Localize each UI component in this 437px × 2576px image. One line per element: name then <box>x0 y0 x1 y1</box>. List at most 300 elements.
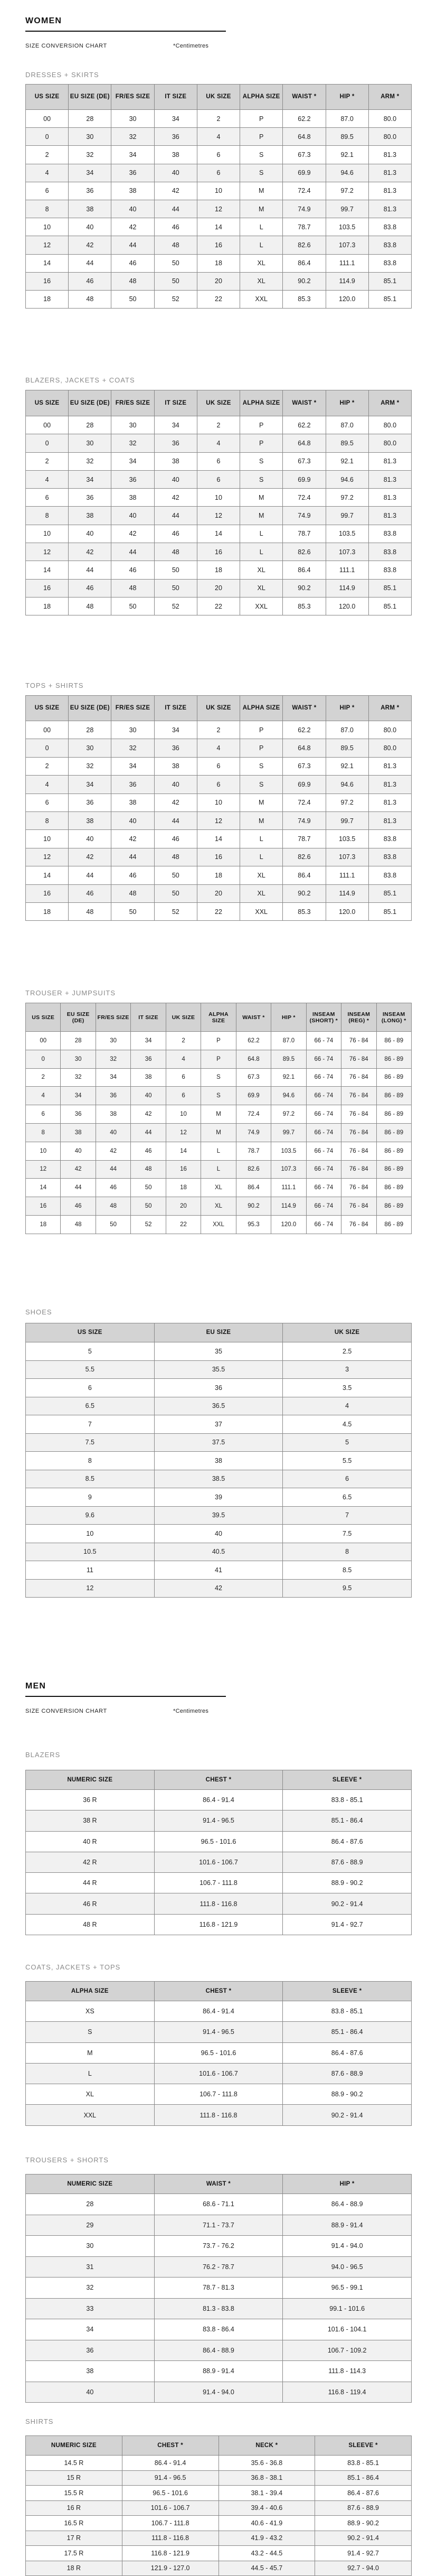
table-cell: 64.8 <box>283 434 326 452</box>
table-cell: 38 <box>69 200 111 218</box>
table-cell: 14 <box>26 1179 61 1197</box>
table-cell: P <box>240 721 283 739</box>
table-cell: 44 <box>69 254 111 272</box>
table-cell: 2 <box>197 416 240 434</box>
table-cell: 11 <box>26 1561 155 1580</box>
table-cell: 42 R <box>26 1852 155 1872</box>
table-cell: 17 R <box>26 2531 122 2546</box>
column-header: UK SIZE <box>197 85 240 110</box>
table-row <box>26 866 412 884</box>
table-cell: M <box>26 2042 155 2063</box>
table-cell: 76 - 84 <box>341 1032 376 1050</box>
table-cell: 41 <box>154 1561 283 1580</box>
table-cell: 6 <box>197 776 240 794</box>
table-cell: S <box>26 2022 155 2042</box>
table-cell: 69.9 <box>236 1087 271 1105</box>
table-cell: 34 <box>111 146 154 164</box>
table-row <box>26 1561 412 1580</box>
table-cell: 8.5 <box>26 1470 155 1488</box>
table-cell: P <box>201 1050 236 1068</box>
table-cell: 7.5 <box>26 1433 155 1452</box>
table-cell: 91.4 - 94.0 <box>154 2382 283 2403</box>
table-cell: 38 <box>154 146 197 164</box>
table-cell: 10 <box>197 489 240 507</box>
table-row <box>26 1360 412 1379</box>
shoes-table <box>25 1323 412 1598</box>
table-cell: XXL <box>240 597 283 615</box>
table-row <box>26 2470 412 2486</box>
table-cell: 37.5 <box>154 1433 283 1452</box>
column-header: WAIST * <box>283 85 326 110</box>
table-cell: 66 - 74 <box>306 1050 341 1068</box>
column-header: WAIST * <box>283 390 326 416</box>
table-cell: 74.9 <box>283 507 326 525</box>
table-row <box>26 146 412 164</box>
table-cell: 95.3 <box>236 1215 271 1234</box>
table-cell: 32 <box>111 128 154 146</box>
table-cell: 6 <box>26 794 69 811</box>
table-cell: M <box>201 1123 236 1142</box>
table-cell: XL <box>201 1179 236 1197</box>
column-header: CHEST * <box>122 2436 218 2456</box>
table-row <box>26 1397 412 1415</box>
table-cell: 111.8 - 116.8 <box>154 2105 283 2125</box>
table-cell: L <box>240 848 283 866</box>
column-header: WAIST * <box>236 1003 271 1032</box>
table-cell: 44 <box>111 236 154 254</box>
table-cell: 0 <box>26 434 69 452</box>
column-header: ARM * <box>368 85 411 110</box>
table-cell: XL <box>240 866 283 884</box>
header-row <box>26 1982 412 2001</box>
table-cell: S <box>240 452 283 470</box>
table-cell: 40 <box>154 776 197 794</box>
table-cell: 12 <box>197 200 240 218</box>
table-row <box>26 848 412 866</box>
table-cell: 69.9 <box>283 776 326 794</box>
table-cell: 96.5 - 99.1 <box>283 2278 412 2299</box>
column-header: EU SIZE (DE) <box>69 85 111 110</box>
table-cell: 50 <box>131 1179 166 1197</box>
table-cell: 85.1 <box>368 884 411 902</box>
table-row <box>26 757 412 775</box>
table-cell: 76 - 84 <box>341 1068 376 1087</box>
table-row <box>26 452 412 470</box>
table-cell: 38 <box>154 757 197 775</box>
table-cell: 20 <box>197 272 240 290</box>
table-cell: 7.5 <box>283 1525 412 1543</box>
table-cell: 10 <box>197 182 240 200</box>
table-cell: 6 <box>197 452 240 470</box>
table-cell: 50 <box>96 1215 130 1234</box>
table-row <box>26 164 412 182</box>
column-header: SLEEVE * <box>283 1982 412 2001</box>
table-cell: 32 <box>69 146 111 164</box>
table-cell: 39.4 - 40.6 <box>218 2500 315 2516</box>
table-cell: 8 <box>26 1452 155 1470</box>
men-coats-jackets-tops-table <box>25 1981 412 2126</box>
table-cell: 67.3 <box>236 1068 271 1087</box>
table-cell: 67.3 <box>283 757 326 775</box>
table-cell: 30 <box>69 434 111 452</box>
column-header: UK SIZE <box>283 1323 412 1342</box>
table-row <box>26 1215 412 1234</box>
table-cell: 46 <box>61 1197 96 1216</box>
table-row <box>26 218 412 236</box>
table-cell: 34 <box>154 110 197 128</box>
column-header: NUMERIC SIZE <box>26 1770 155 1790</box>
table-cell: 00 <box>26 1032 61 1050</box>
table-cell: 18 <box>197 561 240 579</box>
table-cell: 120.0 <box>271 1215 306 1234</box>
table-cell: 16 R <box>26 2500 122 2516</box>
table-cell: 00 <box>26 721 69 739</box>
table-cell: 14 <box>166 1142 201 1160</box>
table-cell: 111.8 - 114.3 <box>283 2361 412 2382</box>
table-cell: 88.9 - 91.4 <box>283 2215 412 2236</box>
table-cell: 42 <box>61 1160 96 1179</box>
table-cell: 40 <box>154 1525 283 1543</box>
table-cell: 42 <box>96 1142 130 1160</box>
table-cell: 81.3 <box>368 182 411 200</box>
table-cell: 76 - 84 <box>341 1050 376 1068</box>
table-cell: 92.1 <box>326 757 368 775</box>
table-cell: 44 R <box>26 1873 155 1893</box>
table-row <box>26 2516 412 2531</box>
table-cell: 39 <box>154 1488 283 1507</box>
table-cell: 40 <box>154 470 197 488</box>
table-cell: 42 <box>111 830 154 848</box>
table-row <box>26 1452 412 1470</box>
table-cell: 85.3 <box>283 290 326 308</box>
table-cell: 90.2 <box>283 272 326 290</box>
table-cell: 107.3 <box>326 236 368 254</box>
column-header: FR/ES SIZE <box>96 1003 130 1032</box>
table-cell: 48 <box>69 290 111 308</box>
blazers-jackets-coats-label: BLAZERS, JACKETS + COATS <box>25 376 135 384</box>
table-cell: 85.1 - 86.4 <box>283 1810 412 1831</box>
table-cell: 36 <box>26 2340 155 2361</box>
table-cell: 42 <box>69 543 111 561</box>
table-row <box>26 1160 412 1179</box>
table-cell: 38 <box>69 507 111 525</box>
table-cell: 86 - 89 <box>376 1197 411 1216</box>
table-row <box>26 597 412 615</box>
table-cell: 44 <box>111 848 154 866</box>
table-cell: 4 <box>26 1087 61 1105</box>
table-cell: 18 <box>197 254 240 272</box>
table-cell: 121.9 - 127.0 <box>122 2561 218 2576</box>
header-row <box>26 2174 412 2194</box>
table-cell: 28 <box>61 1032 96 1050</box>
table-cell: 85.1 <box>368 272 411 290</box>
column-header: SLEEVE * <box>315 2436 412 2456</box>
table-cell: 85.1 <box>368 579 411 597</box>
table-cell: 28 <box>69 721 111 739</box>
table-cell: 4 <box>26 776 69 794</box>
table-cell: 81.3 <box>368 452 411 470</box>
table-cell: P <box>240 739 283 757</box>
table-cell: 12 <box>197 507 240 525</box>
table-cell: M <box>240 811 283 829</box>
table-cell: 40 <box>96 1123 130 1142</box>
table-cell: 66 - 74 <box>306 1160 341 1179</box>
table-cell: 18 <box>26 1215 61 1234</box>
table-cell: 12 <box>197 811 240 829</box>
table-cell: 83.8 <box>368 848 411 866</box>
table-cell: 18 <box>26 290 69 308</box>
table-cell: 99.7 <box>326 200 368 218</box>
table-cell: 40 <box>69 218 111 236</box>
column-header: FR/ES SIZE <box>111 85 154 110</box>
table-row <box>26 1488 412 1507</box>
table-cell: XL <box>240 272 283 290</box>
table-cell: 91.4 - 96.5 <box>154 2022 283 2042</box>
table-row <box>26 1068 412 1087</box>
table-row <box>26 2105 412 2125</box>
table-cell: 85.1 <box>368 597 411 615</box>
table-cell: 99.1 - 101.6 <box>283 2298 412 2319</box>
table-cell: 83.8 - 85.1 <box>283 1790 412 1810</box>
table-cell: XL <box>240 561 283 579</box>
table-cell: 3.5 <box>283 1379 412 1397</box>
table-cell: 40.6 - 41.9 <box>218 2516 315 2531</box>
table-cell: 36 <box>96 1087 130 1105</box>
column-header: IT SIZE <box>154 85 197 110</box>
table-cell: 22 <box>197 902 240 920</box>
table-cell: 34 <box>26 2319 155 2340</box>
table-cell: 101.6 - 106.7 <box>154 1852 283 1872</box>
table-cell: 82.6 <box>283 236 326 254</box>
table-cell: 89.5 <box>271 1050 306 1068</box>
table-cell: 38 <box>61 1123 96 1142</box>
table-row <box>26 739 412 757</box>
table-cell: 97.2 <box>326 182 368 200</box>
table-cell: 40 <box>111 200 154 218</box>
table-cell: 83.8 <box>368 236 411 254</box>
table-row <box>26 272 412 290</box>
table-cell: 86 - 89 <box>376 1032 411 1050</box>
table-cell: 90.2 <box>283 579 326 597</box>
table-cell: 30 <box>69 128 111 146</box>
table-row <box>26 1032 412 1050</box>
table-cell: 5.5 <box>26 1360 155 1379</box>
table-cell: 48 <box>96 1197 130 1216</box>
table-cell: 44 <box>154 811 197 829</box>
table-cell: 83.8 <box>368 561 411 579</box>
table-cell: 78.7 <box>236 1142 271 1160</box>
table-cell: 42 <box>154 794 197 811</box>
table-cell: 86.4 - 87.6 <box>283 1831 412 1852</box>
table-cell: 38 <box>69 811 111 829</box>
table-row <box>26 2486 412 2501</box>
table-cell: 8.5 <box>283 1561 412 1580</box>
table-cell: XL <box>240 254 283 272</box>
header-row <box>26 1323 412 1342</box>
table-cell: 7 <box>26 1415 155 1434</box>
trouser-jumpsuits-label: TROUSER + JUMPSUITS <box>25 989 116 997</box>
table-cell: 40 <box>69 830 111 848</box>
table-cell: 44 <box>69 561 111 579</box>
table-cell: 6 <box>26 489 69 507</box>
table-cell: 6 <box>26 1105 61 1124</box>
table-cell: 86 - 89 <box>376 1087 411 1105</box>
table-cell: 90.2 - 91.4 <box>283 1893 412 1914</box>
table-cell: 40 <box>61 1142 96 1160</box>
tops-shirts-label: TOPS + SHIRTS <box>25 682 84 689</box>
table-cell: 81.3 <box>368 470 411 488</box>
column-header: CHEST * <box>154 1982 283 2001</box>
table-cell: 32 <box>61 1068 96 1087</box>
table-cell: 36 <box>154 128 197 146</box>
column-header: HIP * <box>326 85 368 110</box>
table-cell: XL <box>240 884 283 902</box>
table-cell: 86.4 - 87.6 <box>315 2486 412 2501</box>
table-cell: 83.8 - 86.4 <box>154 2319 283 2340</box>
table-cell: 80.0 <box>368 128 411 146</box>
table-cell: 96.5 - 101.6 <box>154 2042 283 2063</box>
column-header: IT SIZE <box>154 696 197 721</box>
conversion-label: SIZE CONVERSION CHART <box>25 43 107 49</box>
blazers-jackets-coats-table <box>25 390 412 615</box>
table-cell: 120.0 <box>326 290 368 308</box>
table-cell: 42 <box>111 525 154 543</box>
table-row <box>26 2063 412 2084</box>
table-cell: 78.7 <box>283 218 326 236</box>
table-cell: 46 <box>69 884 111 902</box>
table-cell: 85.1 <box>368 902 411 920</box>
table-cell: S <box>240 470 283 488</box>
table-row <box>26 2319 412 2340</box>
women-title: WOMEN <box>25 15 226 32</box>
table-row <box>26 2500 412 2516</box>
table-cell: 86.4 - 91.4 <box>154 2001 283 2022</box>
table-cell: 103.5 <box>326 218 368 236</box>
table-cell: 44 <box>96 1160 130 1179</box>
table-cell: 4 <box>26 164 69 182</box>
column-header: IT SIZE <box>154 390 197 416</box>
table-cell: 83.8 <box>368 218 411 236</box>
table-cell: 111.8 - 116.8 <box>122 2531 218 2546</box>
table-cell: L <box>240 525 283 543</box>
table-row <box>26 2256 412 2278</box>
table-cell: L <box>240 543 283 561</box>
table-row <box>26 434 412 452</box>
column-header: EU SIZE (DE) <box>61 1003 96 1032</box>
table-cell: 38 <box>111 489 154 507</box>
table-cell: 87.0 <box>326 110 368 128</box>
table-cell: 2.5 <box>283 1342 412 1361</box>
table-cell: 99.7 <box>271 1123 306 1142</box>
table-cell: 81.3 <box>368 489 411 507</box>
table-cell: 44 <box>154 200 197 218</box>
table-cell: 4 <box>197 128 240 146</box>
table-cell: 87.0 <box>326 721 368 739</box>
table-cell: 81.3 <box>368 507 411 525</box>
table-cell: 88.9 - 91.4 <box>154 2361 283 2382</box>
table-cell: 4 <box>283 1397 412 1415</box>
table-cell: XXL <box>240 290 283 308</box>
table-row <box>26 525 412 543</box>
table-cell: 92.1 <box>326 452 368 470</box>
trouser-jumpsuits-table <box>25 1003 412 1234</box>
table-cell: 116.8 - 121.9 <box>154 1914 283 1935</box>
table-cell: 48 <box>154 848 197 866</box>
table-row <box>26 200 412 218</box>
table-cell: 2 <box>26 146 69 164</box>
table-cell: 30 <box>61 1050 96 1068</box>
table-cell: 76 - 84 <box>341 1087 376 1105</box>
table-cell: 40 <box>69 525 111 543</box>
table-cell: 40 <box>111 507 154 525</box>
table-cell: 34 <box>96 1068 130 1087</box>
table-cell: 30 <box>69 739 111 757</box>
table-cell: 72.4 <box>283 182 326 200</box>
table-cell: 35 <box>154 1342 283 1361</box>
table-cell: P <box>201 1032 236 1050</box>
table-cell: 107.3 <box>326 543 368 561</box>
table-cell: 66 - 74 <box>306 1087 341 1105</box>
table-cell: 69.9 <box>283 470 326 488</box>
column-header: UK SIZE <box>197 696 240 721</box>
unit-note: *Centimetres <box>173 43 209 49</box>
table-cell: 6 <box>166 1068 201 1087</box>
table-cell: 52 <box>154 902 197 920</box>
header-row <box>26 696 412 721</box>
table-cell: 8 <box>26 507 69 525</box>
table-cell: 16 <box>197 848 240 866</box>
table-cell: 66 - 74 <box>306 1179 341 1197</box>
table-cell: 40 <box>131 1087 166 1105</box>
table-cell: 80.0 <box>368 416 411 434</box>
table-row <box>26 2084 412 2105</box>
table-cell: 120.0 <box>326 902 368 920</box>
table-cell: 48 <box>154 236 197 254</box>
column-header: NECK * <box>218 2436 315 2456</box>
men-shirts-table <box>25 2435 412 2576</box>
table-cell: 50 <box>131 1197 166 1216</box>
table-cell: 34 <box>131 1032 166 1050</box>
table-cell: 48 <box>131 1160 166 1179</box>
table-cell: 46 <box>111 866 154 884</box>
table-cell: 42 <box>154 182 197 200</box>
table-row <box>26 561 412 579</box>
table-cell: 4 <box>197 434 240 452</box>
table-cell: 14 <box>26 866 69 884</box>
table-cell: 97.2 <box>326 489 368 507</box>
table-row <box>26 1379 412 1397</box>
table-cell: 50 <box>154 579 197 597</box>
table-row <box>26 721 412 739</box>
table-cell: 38 <box>154 1452 283 1470</box>
table-cell: 35.5 <box>154 1360 283 1379</box>
table-cell: 50 <box>111 902 154 920</box>
table-cell: 20 <box>197 579 240 597</box>
table-cell: 46 <box>69 272 111 290</box>
table-cell: 106.7 - 111.8 <box>154 2084 283 2105</box>
table-cell: 76 - 84 <box>341 1160 376 1179</box>
table-cell: 14 <box>26 561 69 579</box>
table-cell: 114.9 <box>326 884 368 902</box>
table-cell: 50 <box>111 290 154 308</box>
table-cell: 74.9 <box>283 811 326 829</box>
table-cell: 36 <box>111 470 154 488</box>
table-cell: 74.9 <box>236 1123 271 1142</box>
table-cell: L <box>240 830 283 848</box>
table-cell: 52 <box>154 290 197 308</box>
table-cell: 36 <box>111 164 154 182</box>
table-cell: 85.3 <box>283 597 326 615</box>
